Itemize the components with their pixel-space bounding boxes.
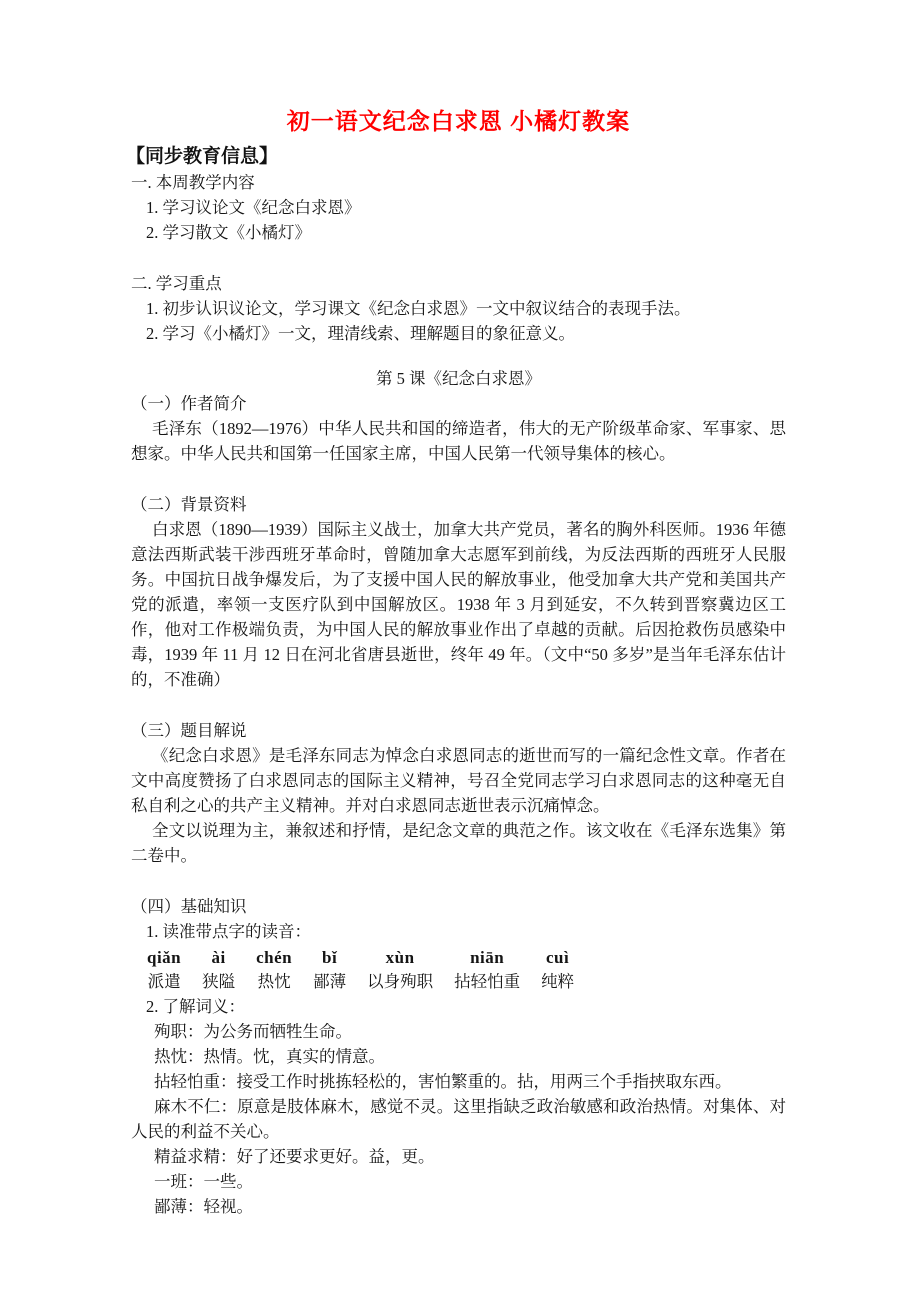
definition-item: 精益求精：好了还要求更好。益，更。 (154, 1147, 435, 1166)
word-label: 纯粹 (541, 972, 575, 991)
list-item: 1. 读准带点字的读音： (146, 922, 311, 941)
pinyin-label: ài (211, 948, 226, 967)
section-heading-study-focus: 二. 学习重点 (131, 274, 222, 293)
pinyin-entry (147, 946, 181, 994)
pinyin-label: cuì (546, 948, 570, 967)
section-heading-background: （二）背景资料 (131, 495, 247, 514)
definition-item: 鄙薄：轻视。 (154, 1197, 253, 1216)
list-item: 2. 学习《小橘灯》一文，理清线索、理解题目的象征意义。 (146, 324, 575, 343)
pinyin-label: qiǎn (147, 948, 182, 967)
pinyin-label: niān (470, 948, 505, 967)
body-paragraph: 白求恩（1890—1939）国际主义战士，加拿大共产党员，著名的胸外科医师。1936 年德意法西斯武装干涉西班牙革命时，曾随加拿大志愿军到前线，为反法西斯的西班牙人民服务。中国抗日战争爆发后，为了支援中国人民的解放事业，他受加拿大共产党和美国共产党的派遣，率领一支医疗队到中国解放区。1938 年 3 月到延安，不久转到晋察冀边区工作，他对工作极端负责，为中国人民的解放事业作出了卓越的贡献。后因抢救伤员感染中毒，1939 年 11 月 12 日在河北省唐县逝世，终年 49 年。（文中“50 多岁”是当年毛泽东估计的，不准确） (131, 520, 786, 689)
pinyin-label: bǐ (322, 948, 338, 967)
pinyin-entry (202, 946, 235, 994)
lesson-title: 第 5 课《纪念白求恩》 (376, 369, 541, 388)
word-label: 派遣 (147, 972, 181, 991)
pinyin-entry (367, 946, 433, 994)
body-paragraph: 全文以说理为主，兼叙述和抒情，是纪念文章的典范之作。该文收在《毛泽东选集》第二卷中。 (131, 821, 786, 865)
pinyin-entry (256, 946, 292, 994)
pinyin-entry (454, 946, 520, 994)
pinyin-entry (313, 946, 346, 994)
section-heading-author-intro: （一）作者简介 (131, 394, 247, 413)
section-author-intro (131, 391, 786, 466)
word-label: 鄙薄 (313, 972, 347, 991)
section-heading-title-explanation: （三）题目解说 (131, 721, 247, 740)
body-paragraph: 毛泽东（1892—1976）中华人民共和国的缔造者，伟大的无产阶级革命家、军事家、思想家。中华人民共和国第一任国家主席，中国人民第一代领导集体的核心。 (131, 419, 786, 463)
list-item: 1. 学习议论文《纪念白求恩》 (146, 198, 361, 217)
section-title-explanation (131, 718, 786, 868)
list-item: 2. 学习散文《小橘灯》 (146, 223, 311, 242)
section-heading-basic-knowledge: （四）基础知识 (131, 897, 247, 916)
definition-item: 麻木不仁：原意是肢体麻木，感觉不灵。这里指缺乏政治敏感和政治热情。对集体、对人民的利益不关心。 (131, 1097, 786, 1141)
section-week-content (131, 170, 786, 245)
doc-title: 初一语文纪念白求恩 小橘灯教案 (286, 108, 631, 134)
pinyin-label: chén (256, 948, 293, 967)
section-study-focus (131, 271, 786, 346)
pinyin-label: xùn (385, 948, 415, 967)
word-label: 以身殉职 (367, 972, 434, 991)
section-background (131, 492, 786, 692)
section-heading-week-content: 一. 本周教学内容 (131, 173, 255, 192)
definition-item: 拈轻怕重：接受工作时挑拣轻松的，害怕繁重的。拈，用两三个手指挟取东西。 (154, 1072, 732, 1091)
word-label: 狭隘 (202, 972, 236, 991)
word-label: 拈轻怕重 (454, 972, 521, 991)
info-header: 【同步教育信息】 (126, 146, 279, 167)
list-item: 1. 初步认识议论文，学习课文《纪念白求恩》一文中叙议结合的表现手法。 (146, 299, 691, 318)
list-item: 2. 了解词义： (146, 997, 245, 1016)
body-paragraph: 《纪念白求恩》是毛泽东同志为悼念白求恩同志的逝世而写的一篇纪念性文章。作者在文中高度赞扬了白求恩同志的国际主义精神，号召全党同志学习白求恩同志的这种毫无自私自利之心的共产主义精神。并对白求恩同志逝世表示沉痛悼念。 (131, 746, 786, 815)
definition-item: 热忱：热情。忱，真实的情意。 (154, 1047, 385, 1066)
pinyin-entry (541, 946, 574, 994)
word-label: 热忱 (257, 972, 291, 991)
definition-item: 一班：一些。 (154, 1172, 253, 1191)
definition-item: 殉职：为公务而牺牲生命。 (154, 1022, 352, 1041)
section-basic-knowledge (131, 894, 786, 1219)
pinyin-table (131, 946, 786, 994)
